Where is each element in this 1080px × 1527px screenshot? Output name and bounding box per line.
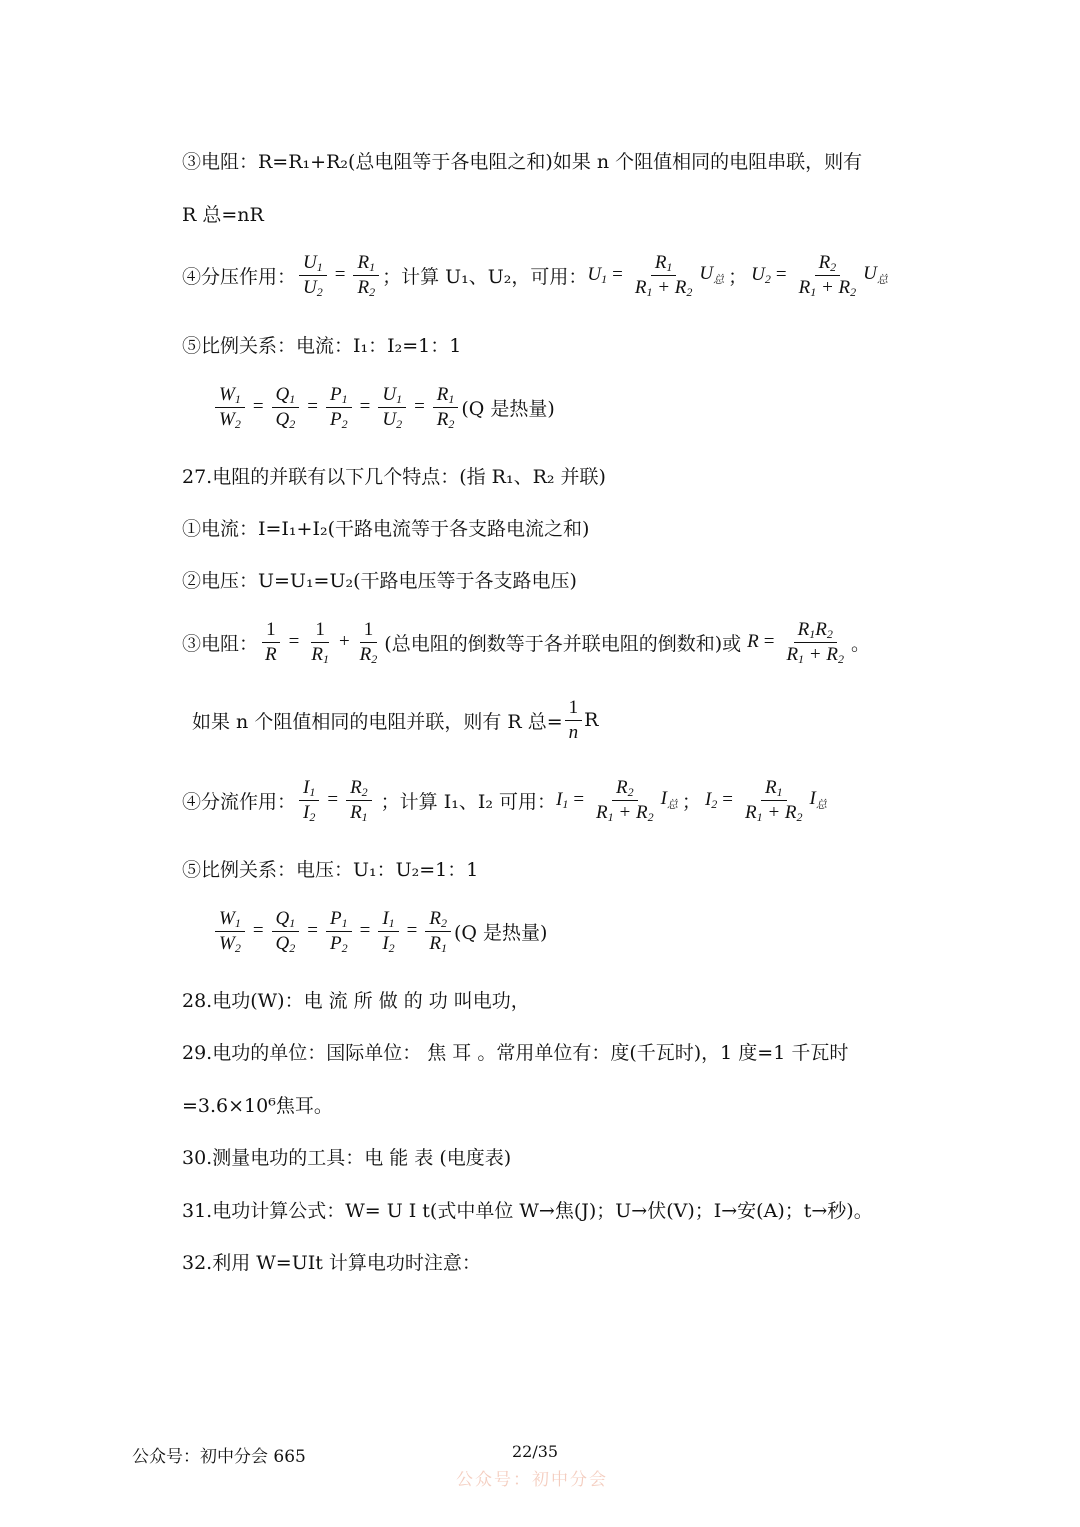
- electric-work-units: 29.电功的单位：国际单位： 焦 耳 。常用单位有：度(千瓦时)，1 度=1 千瓦时: [182, 1041, 849, 1064]
- current-ratio-line: ⑤比例关系：电流：I₁：I₂=1：1: [182, 334, 462, 357]
- footer-account: 公众号：初中分会 665: [132, 1447, 306, 1467]
- series-ratio-formula: $\frac{W_1}{W_2}$ = $\frac{Q_1}{Q_2}$ = $\frac{P_1}{P_2}$ = $\frac{U_1}{U_2}$ = $\frac{R_1}{R_2}$ (Q 是热量): [212, 377, 555, 437]
- heat-note: (Q 是热量): [461, 397, 555, 420]
- fraction-r1-over-sum: $\frac{R_1}{R_1 + R_2}$: [634, 251, 693, 299]
- voltage-ratio-line: ⑤比例关系：电压：U₁：U₂=1：1: [182, 858, 479, 881]
- parallel-resistance-note: (总电阻的倒数等于各并联电阻的倒数和)或: [384, 632, 742, 655]
- measurement-tool: 30.测量电功的工具：电 能 表 (电度表): [182, 1146, 512, 1169]
- fraction-r2-over-sum: $\frac{R_2}{R_1 + R_2}$: [798, 251, 857, 299]
- watermark: 公众号：初中分会: [456, 1470, 608, 1490]
- current-divider-calc: ；计算 I₁、I₂ 可用：: [380, 790, 556, 813]
- current-divider-line: ④分流作用： $\frac{I_1}{I_2}$ = $\frac{R_2}{R_1}$ ；计算 I₁、I₂ 可用： $I_1$ = $\frac{R_2}{R_1 + R_2}$ $I_总$ ； $I_2$ = $\frac{R_1}{R_1 + R_2}$ $I_总$: [182, 776, 827, 824]
- parallel-resistance-label: ③电阻：: [182, 632, 259, 655]
- parallel-heading: 27.电阻的并联有以下几个特点：(指 R₁、R₂ 并联): [182, 465, 606, 488]
- fraction-product-over-sum: $\frac{R_1R_2}{R_1 + R_2}$: [786, 618, 844, 666]
- fraction-u1-u2: $\frac{U_1}{U_2}$: [299, 251, 327, 300]
- voltage-divider-calc: ；计算 U₁、U₂，可用：: [382, 265, 588, 288]
- work-formula-notes: 32.利用 W=UIt 计算电功时注意：: [182, 1251, 481, 1274]
- parallel-ratio-formula: $\frac{W_1}{W_2}$ = $\frac{Q_1}{Q_2}$ = $\frac{P_1}{P_2}$ = $\frac{I_1}{I_2}$ = $\frac{R_2}{R_1}$ (Q 是热量): [212, 901, 547, 961]
- parallel-resistance-line: ③电阻： $\frac{1}{R}$ = $\frac{1}{R_1}$ + $\frac{1}{R_2}$ (总电阻的倒数等于各并联电阻的倒数和)或 R = $\frac{R_1R_2}{R_1 + R_2}$ 。: [182, 618, 870, 666]
- work-formula: 31.电功计算公式：W= U I t(式中单位 W→焦(J)；U→伏(V)；I→安(A)；t→秒)。: [182, 1199, 873, 1222]
- voltage-divider-label: ④分压作用：: [182, 265, 297, 288]
- electric-work-definition: 28.电功(W)：电 流 所 做 的 功 叫电功，: [182, 989, 530, 1012]
- current-divider-label: ④分流作用：: [182, 790, 297, 813]
- electric-work-units-cont: =3.6×10⁶焦耳。: [182, 1094, 333, 1117]
- series-n-resistors: R 总=nR: [182, 203, 264, 226]
- voltage-divider-line: ④分压作用： $\frac{U_1}{U_2}$ = $\frac{R_1}{R_2}$ ；计算 U₁、U₂，可用： $U_1$ = $\frac{R_1}{R_1 + R_2}$ $U_总$ ； $U_2$ = $\frac{R_2}{R_1 + R_2}$ $U_总$: [182, 251, 888, 299]
- series-resistance-line: ③电阻：R=R₁+R₂(总电阻等于各电阻之和)如果 n 个阻值相同的电阻串联，则有: [182, 150, 863, 173]
- parallel-voltage-line: ②电压：U=U₁=U₂(干路电压等于各支路电压): [182, 569, 577, 592]
- parallel-current-line: ①电流：I=I₁+I₂(干路电流等于各支路电流之和): [182, 517, 590, 540]
- fraction-r1-r2: $\frac{R_1}{R_2}$: [353, 251, 379, 300]
- page-number: 22/35: [512, 1442, 559, 1461]
- parallel-n-resistors: 如果 n 个阻值相同的电阻并联，则有 R 总= $\frac{1}{n}$ R: [192, 696, 599, 743]
